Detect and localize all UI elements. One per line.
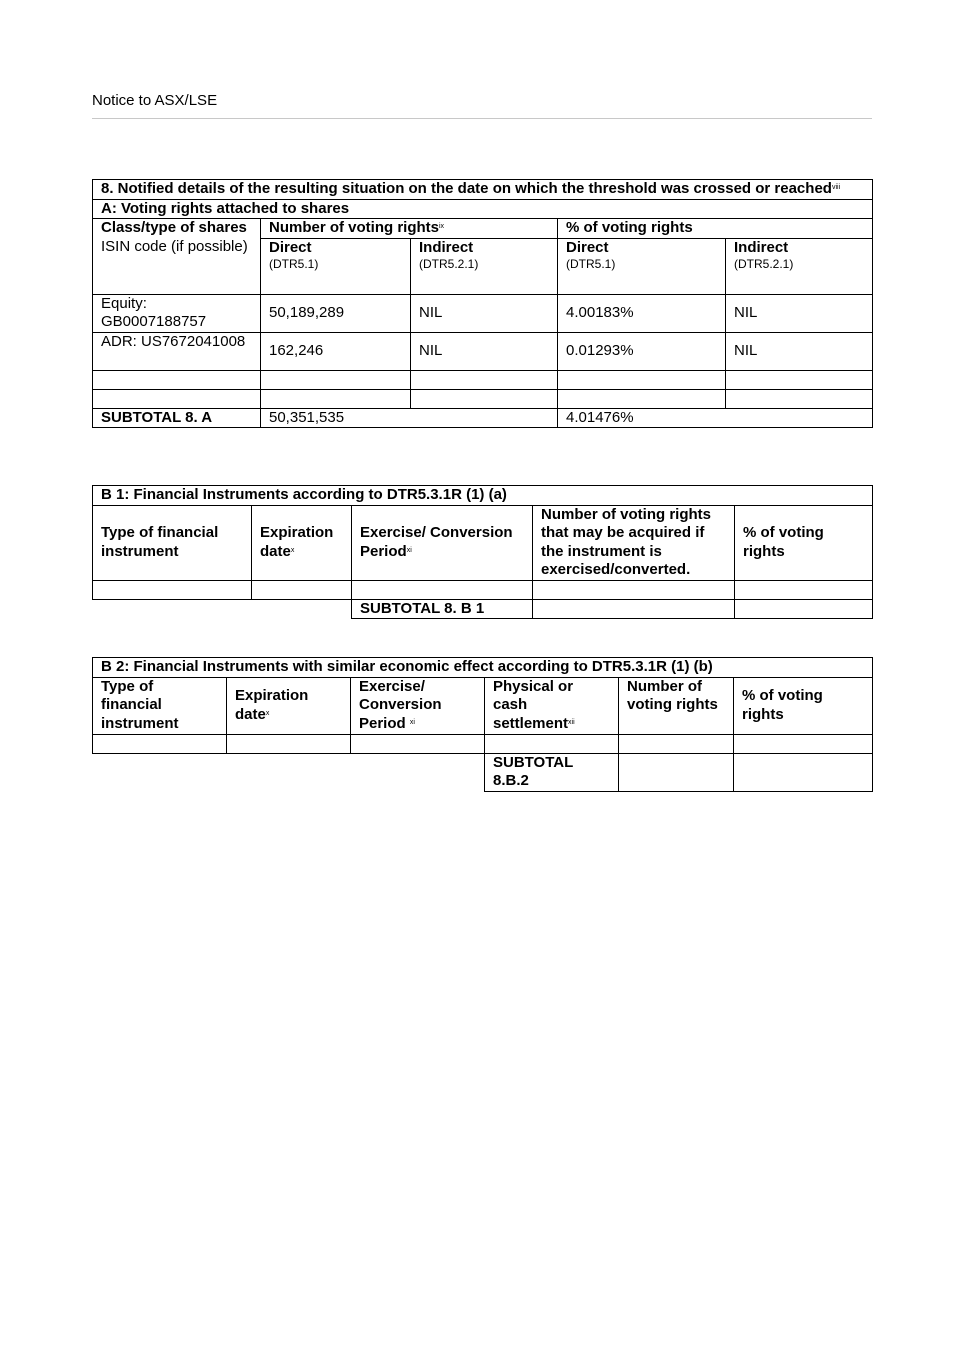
subtotal-label: SUBTOTAL 8.B.2 [485, 753, 619, 791]
header-divider [92, 118, 872, 119]
footnote-marker: x [265, 709, 270, 717]
pct-rights-header: % of voting rights [734, 677, 873, 734]
indirect-label: Indirect [419, 238, 474, 256]
footnote-marker: x [290, 546, 295, 554]
section-a-subtitle: A: Voting rights attached to shares [93, 199, 873, 219]
voting-rights-shares-table [92, 179, 873, 428]
class-type-label: Class/type of shares [101, 219, 247, 236]
subtotal-row [93, 753, 873, 791]
num-indirect-header [411, 238, 558, 294]
subtotal-num-cell: 50,351,535 [261, 408, 558, 428]
num-rights-header: Number of voting rights [619, 677, 734, 734]
section-b2-title: B 2: Financial Instruments with similar economic effect according to DTR5.3.1R (1) (b) [93, 658, 873, 678]
pct-indirect-cell: NIL [726, 294, 873, 332]
direct-label: Direct [566, 238, 609, 256]
financial-instruments-b2-table [92, 657, 873, 792]
settlement-header [485, 677, 619, 734]
dtr-indirect-label: (DTR5.2.1) [734, 257, 794, 271]
expiration-label: Expiration date [260, 524, 334, 560]
class-type-header [93, 219, 261, 295]
dtr-direct-label: (DTR5.1) [269, 257, 319, 271]
num-direct-header [261, 238, 411, 294]
subtotal-pct-cell: 4.01476% [558, 408, 873, 428]
dtr-direct-label: (DTR5.1) [566, 257, 616, 271]
table-row [93, 332, 873, 370]
num-voting-rights-header [261, 219, 558, 239]
type-header: Type of financial instrument [93, 677, 227, 734]
footnote-marker: ix [439, 223, 445, 230]
empty-row [93, 370, 873, 389]
num-indirect-cell: NIL [411, 332, 558, 370]
pct-indirect-header [726, 238, 873, 294]
subtotal-label: SUBTOTAL 8. B 1 [352, 599, 533, 619]
period-label: Exercise/ Conversion Period [360, 524, 513, 560]
subtotal-row [93, 408, 873, 428]
type-header: Type of financial instrument [93, 505, 252, 580]
financial-instruments-b1-table [92, 485, 873, 619]
section-8-title [93, 180, 873, 200]
section-b1-title: B 1: Financial Instruments according to DTR5.3.1R (1) (a) [93, 486, 873, 506]
pct-direct-header [558, 238, 726, 294]
footnote-marker: viii [831, 184, 841, 191]
pct-direct-cell: 0.01293% [558, 332, 726, 370]
num-direct-cell: 162,246 [261, 332, 411, 370]
isin-label: ISIN code (if possible) [101, 237, 248, 255]
share-class-cell: ADR: US7672041008 [93, 332, 261, 370]
expiration-label: Expiration date [235, 687, 309, 723]
pct-voting-rights-header: % of voting rights [558, 219, 873, 239]
section-title-row [93, 180, 873, 200]
pct-direct-cell: 4.00183% [558, 294, 726, 332]
period-header [351, 677, 485, 734]
empty-row [93, 580, 873, 599]
pct-rights-header: % of voting rights [735, 505, 873, 580]
direct-label: Direct [269, 238, 312, 256]
subtotal-label: SUBTOTAL 8. A [93, 408, 261, 428]
indirect-label: Indirect [734, 238, 789, 256]
footnote-marker: xii [568, 718, 575, 726]
empty-row [93, 734, 873, 753]
page-header-title: Notice to ASX/LSE [92, 92, 218, 109]
num-voting-rights-label: Number of voting rights [269, 219, 439, 236]
settlement-label: Physical or cash settlement [493, 677, 574, 732]
num-indirect-cell: NIL [411, 294, 558, 332]
dtr-indirect-label: (DTR5.2.1) [419, 257, 479, 271]
empty-row [93, 389, 873, 408]
period-label: Exercise/ Conversion Period [359, 677, 442, 732]
expiration-header [227, 677, 351, 734]
footnote-marker: xi [409, 718, 415, 726]
num-rights-header: Number of voting rights that may be acquired if the instrument is exercised/converted. [533, 505, 735, 580]
footnote-marker: xi [406, 546, 412, 554]
pct-indirect-cell: NIL [726, 332, 873, 370]
section-8-title-text: 8. Notified details of the resulting situation on the date on which the threshold was crossed or reached [101, 180, 832, 197]
subtotal-row [93, 599, 873, 619]
table-row [93, 294, 873, 332]
num-direct-cell: 50,189,289 [261, 294, 411, 332]
period-header [352, 505, 533, 580]
expiration-header [252, 505, 352, 580]
share-class-cell: Equity: GB0007188757 [93, 294, 261, 332]
